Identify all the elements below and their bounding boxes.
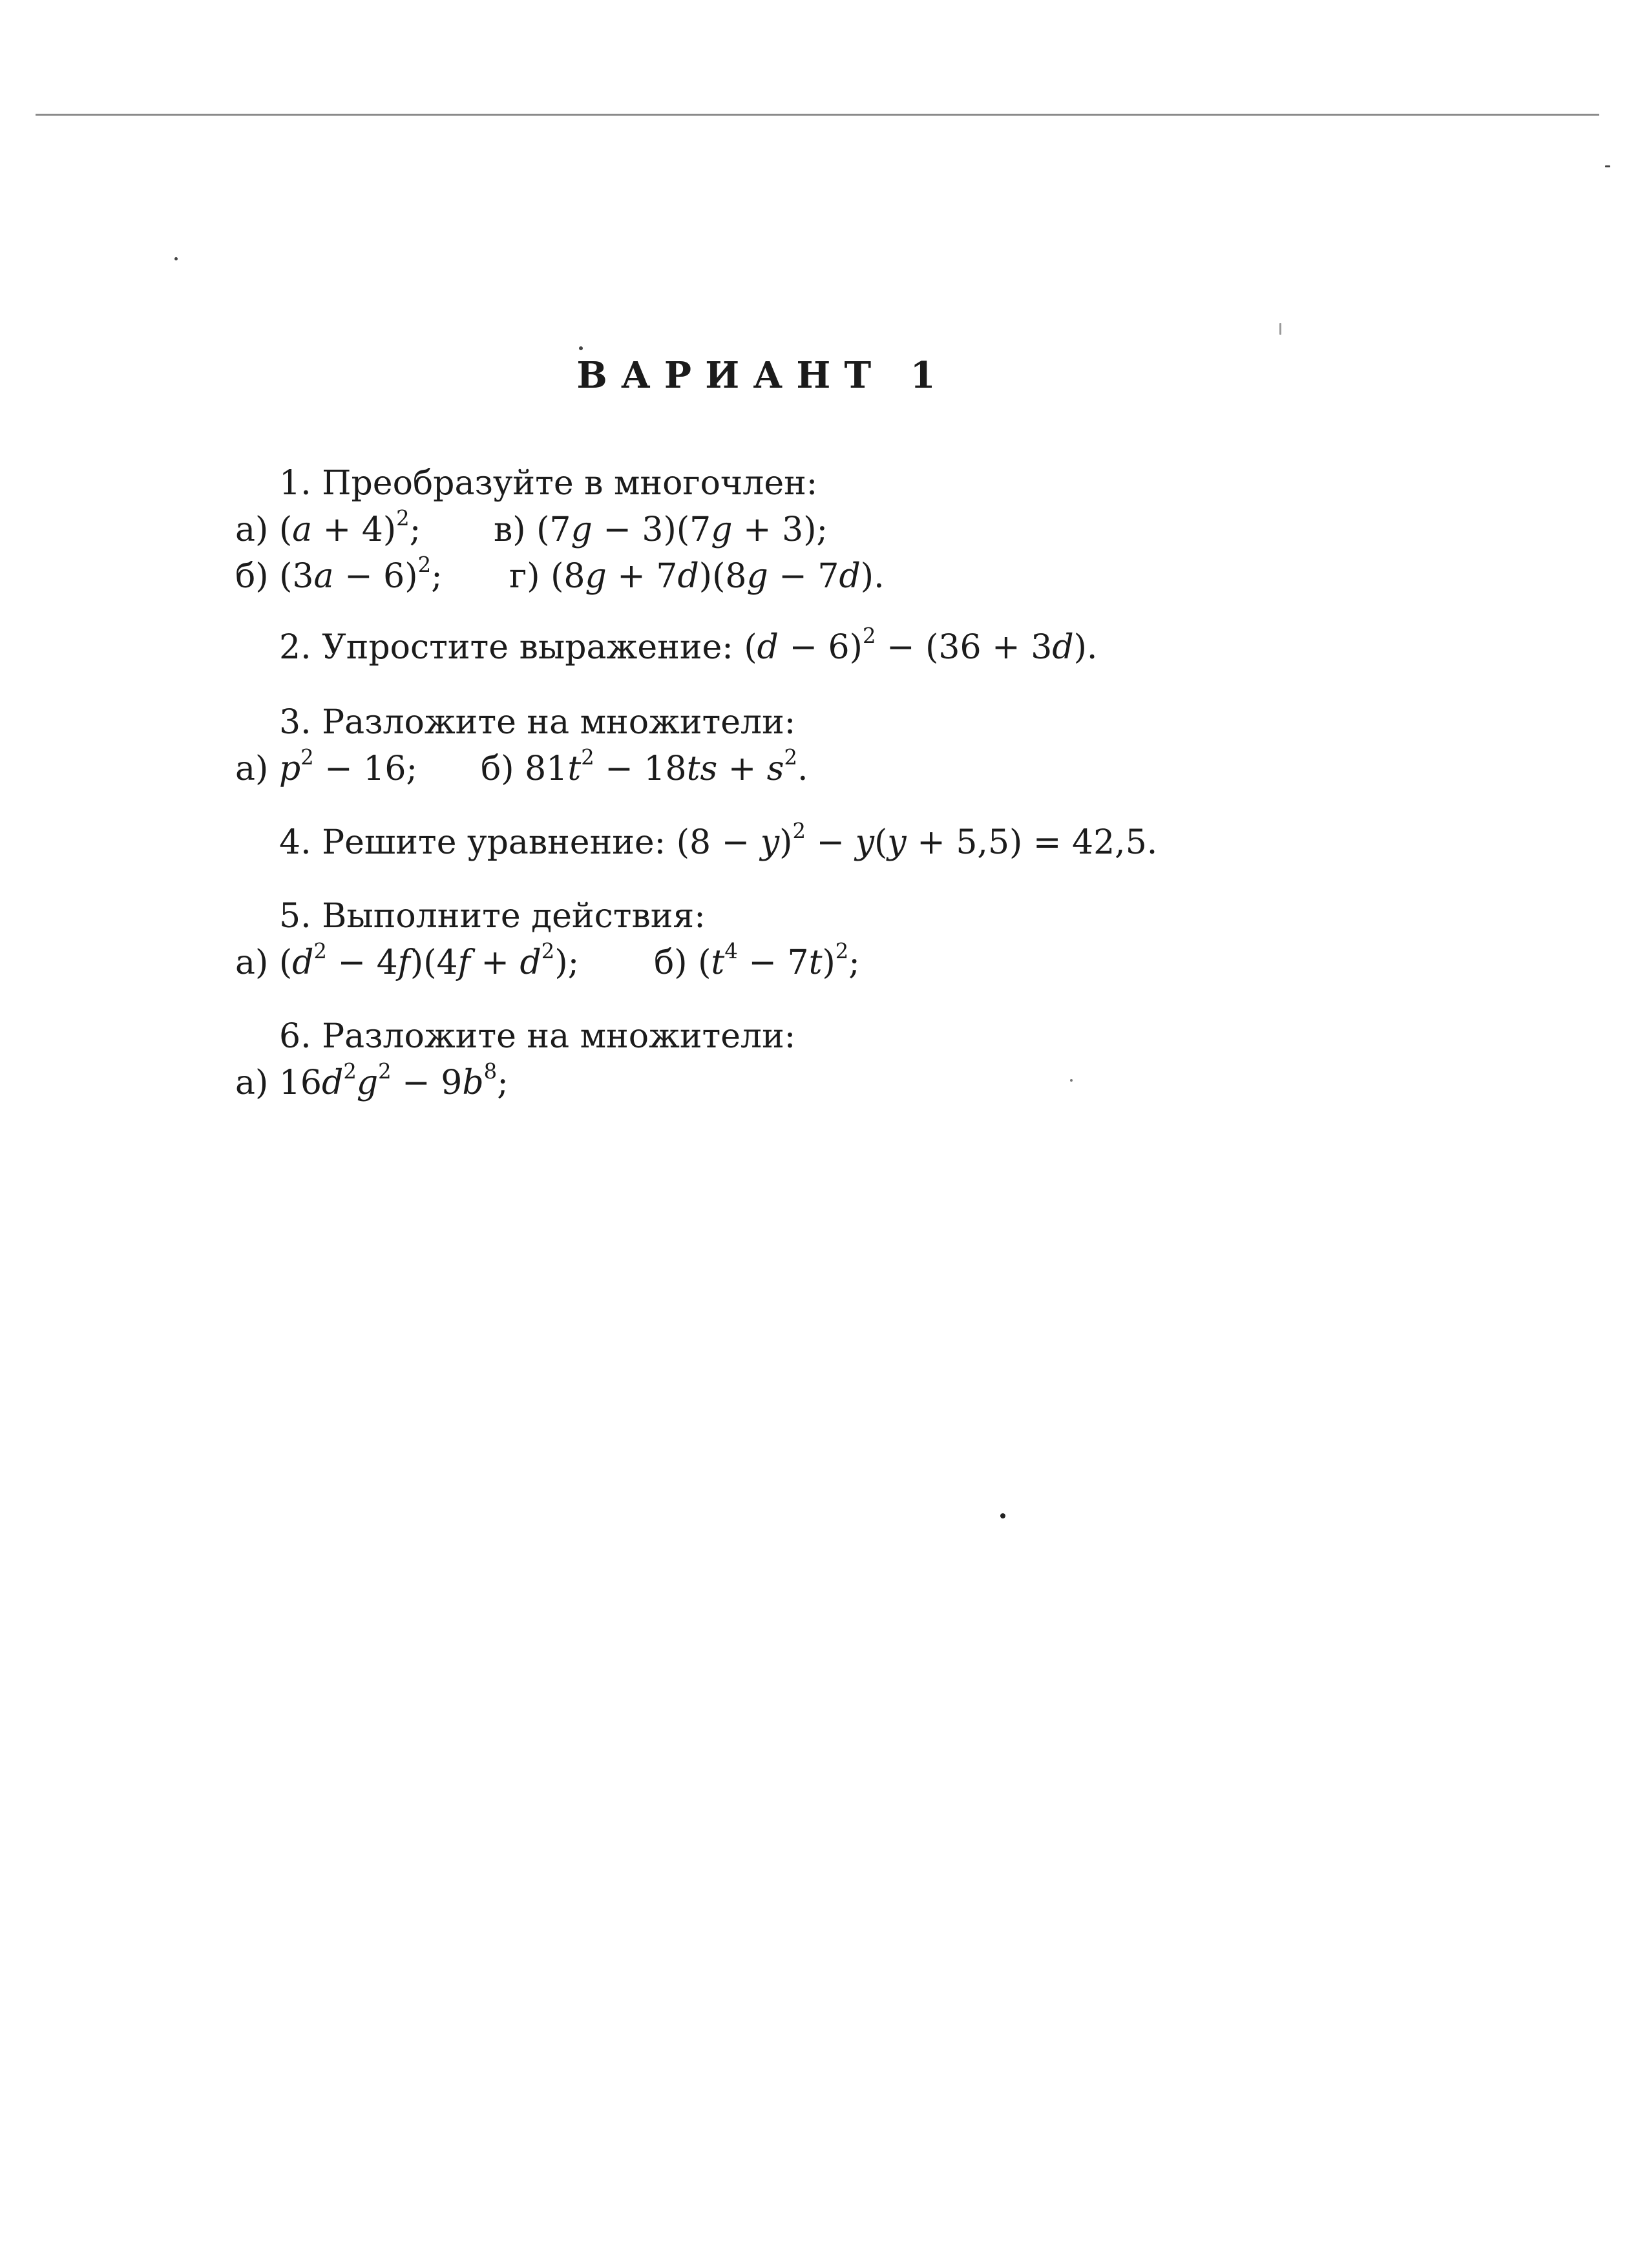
scan-speck (1070, 1079, 1073, 1082)
variant-word: ВАРИАНТ (576, 354, 885, 397)
task-1-item-b (235, 553, 443, 600)
task-2 (235, 624, 1097, 671)
task-instruction: Упростите выражение: (322, 628, 733, 667)
item-expression: (7g − 3)(7g + 3); (536, 510, 828, 549)
task-number: 3. (279, 703, 311, 742)
task-3-row-1 (235, 744, 808, 792)
scan-speck (174, 257, 178, 260)
task-instruction: Решите уравнение: (322, 823, 666, 862)
task-3-heading (235, 699, 795, 746)
item-label: б) (654, 943, 688, 982)
task-number: 6. (279, 1017, 311, 1056)
task-3-item-a (235, 746, 417, 792)
task-5-heading (235, 893, 706, 940)
top-rule (36, 114, 1599, 116)
scan-speck (1000, 1513, 1005, 1518)
task-5 (235, 893, 860, 986)
task-5-row-1 (235, 938, 860, 986)
item-expression: $(d^2 - 4f)(4f + d^2)$; (278, 938, 580, 982)
task-expression: $(d - 6)^2 - (36 + 3d)$. (744, 623, 1098, 667)
task-number: 4. (279, 823, 311, 862)
item-expression: $81t^2 - 18ts + s^2$. (525, 744, 808, 788)
task-number: 2. (279, 628, 311, 667)
task-4 (235, 819, 1157, 866)
task-instruction: Разложите на множители: (322, 1017, 796, 1056)
item-label: б) (235, 557, 269, 596)
task-1-item-a (235, 507, 421, 553)
task-5-item-b (654, 940, 860, 986)
task-number: 5. (279, 897, 311, 936)
task-1-row-1 (235, 505, 828, 553)
item-expression: $(a + 4)^2$; (278, 505, 421, 549)
task-instruction: Разложите на множители: (322, 703, 796, 742)
task-5-item-a (235, 940, 579, 986)
task-instruction: Выполните действия: (322, 897, 706, 936)
variant-title (0, 354, 1512, 397)
task-2-heading (235, 624, 1097, 671)
task-6-heading (235, 1013, 795, 1060)
task-1-row-2 (235, 552, 885, 600)
task-expression: $(8 - y)^2 - y(y + 5,5) = 42,5$. (676, 818, 1158, 862)
task-1-heading (235, 460, 817, 507)
item-label: б) (481, 750, 514, 788)
task-1-item-v (494, 507, 828, 553)
scan-speck (1279, 323, 1281, 335)
item-label: г) (509, 557, 540, 596)
task-1 (235, 460, 885, 600)
item-label: а) (235, 1064, 269, 1102)
task-3 (235, 699, 808, 792)
task-1-item-g (509, 553, 885, 600)
task-number: 1. (279, 464, 311, 503)
variant-number: 1 (910, 354, 936, 397)
task-6-item-a (235, 1060, 509, 1106)
task-4-heading (235, 819, 1157, 866)
item-label: а) (235, 943, 269, 982)
scan-speck (579, 346, 583, 350)
item-label: а) (235, 750, 269, 788)
item-label: а) (235, 510, 269, 549)
item-expression: (8g + 7d)(8g − 7d). (551, 557, 885, 596)
task-3-item-b (481, 746, 808, 792)
item-expression: $p^2 - 16$; (278, 744, 417, 788)
item-expression: $16d^2g^2 - 9b^8$; (278, 1058, 509, 1102)
item-label: в) (494, 510, 526, 549)
item-expression: $(t^4 - 7t)^2$; (698, 938, 860, 982)
task-6 (235, 1013, 795, 1106)
scan-speck (1605, 165, 1610, 167)
task-6-row-1 (235, 1060, 795, 1106)
task-instruction: Преобразуйте в многочлен: (322, 464, 818, 503)
item-expression: $(3a - 6)^2$; (279, 552, 443, 596)
